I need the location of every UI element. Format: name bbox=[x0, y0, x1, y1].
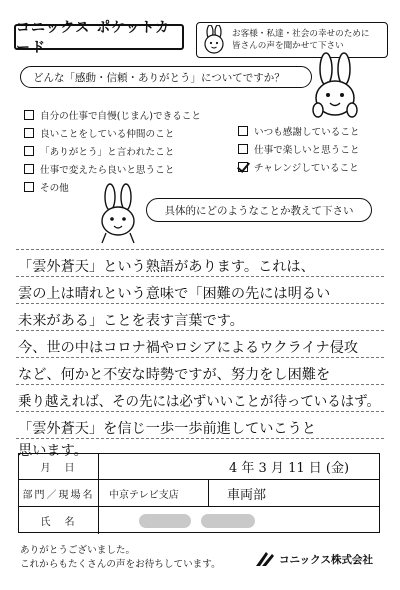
brand-title: コニックス ポケットカード bbox=[14, 24, 184, 50]
ruled-line bbox=[16, 411, 384, 412]
option-improve[interactable]: 仕事で変えたら良いと思うこと bbox=[24, 162, 174, 176]
thanks-line-2: これからもたくさんの声をお待ちしています。 bbox=[20, 559, 221, 570]
rabbit-mascot-icon bbox=[306, 52, 364, 122]
option-challenge[interactable]: チャレンジしていること bbox=[238, 160, 359, 174]
name-label: 氏 名 bbox=[19, 507, 99, 534]
handwritten-line: 未来がある」ことを表す言葉です。 bbox=[18, 313, 244, 329]
detail-prompt: 具体的にどのようなことか教えて下さい bbox=[146, 198, 372, 222]
checkbox[interactable] bbox=[24, 164, 34, 174]
date-value[interactable]: 4 年 3 月 11 日 (金) bbox=[229, 461, 350, 476]
ruled-line bbox=[16, 384, 384, 385]
notice-line-1: お客様・私達・社会の幸せのために bbox=[232, 29, 370, 39]
thanks-message bbox=[20, 544, 221, 572]
ruled-line bbox=[16, 330, 384, 331]
checkbox[interactable] bbox=[24, 110, 34, 120]
ruled-line bbox=[16, 357, 384, 358]
option-pride[interactable]: 自分の仕事で自慢(じまん)できること bbox=[24, 108, 201, 122]
ruled-line bbox=[16, 249, 384, 250]
handwritten-line: 乗り越えれば、その先には必ずいいことが待っているはず。 bbox=[18, 394, 380, 410]
handwritten-line: 思います。 bbox=[18, 443, 88, 459]
date-row bbox=[19, 454, 379, 480]
checkbox[interactable] bbox=[238, 144, 248, 154]
option-thanked[interactable]: 「ありがとう」と言われたこと bbox=[24, 144, 174, 158]
category-question: どんな「感動・信頼・ありがとう」についてですか？ bbox=[20, 66, 312, 88]
checkbox[interactable] bbox=[238, 126, 248, 136]
option-gratitude[interactable]: いつも感謝していること bbox=[238, 124, 360, 138]
option-other[interactable]: その他 bbox=[24, 180, 69, 194]
handwritten-line: 「雲外蒼天」を信じ一歩一歩前進していこうと bbox=[18, 421, 316, 437]
handwritten-line: など、何かと不安な時勢ですが、努力をし困難を bbox=[18, 367, 331, 383]
company-name: コニックス株式会社 bbox=[279, 553, 373, 566]
ruled-line bbox=[16, 438, 384, 439]
date-label: 月 日 bbox=[19, 454, 99, 479]
name-row bbox=[19, 507, 379, 534]
checkbox[interactable] bbox=[24, 128, 34, 138]
name-value-redacted bbox=[99, 507, 379, 534]
handwritten-line: 今、世の中はコロナ禍やロシアによるウクライナ侵攻 bbox=[18, 340, 359, 356]
checkbox[interactable] bbox=[24, 146, 34, 156]
dept-value[interactable]: 中京テレビ支店 bbox=[99, 480, 209, 506]
checkbox-checked[interactable] bbox=[238, 162, 248, 172]
notice-line-2: 皆さんの声を聞かせて下さい bbox=[232, 41, 344, 51]
handwritten-line: 雲の上は晴れという意味で「困難の先には明るい bbox=[18, 286, 331, 302]
blur-redaction-icon bbox=[139, 512, 259, 530]
info-table bbox=[18, 453, 380, 533]
company-mark-icon bbox=[254, 550, 276, 568]
ruled-line bbox=[16, 276, 384, 277]
thanks-line-1: ありがとうございました。 bbox=[20, 545, 136, 556]
rabbit-mascot-icon bbox=[92, 183, 144, 247]
ruled-line bbox=[16, 303, 384, 304]
handwritten-line: 「雲外蒼天」という熟語があります。これは、 bbox=[18, 259, 315, 275]
dept-handwritten[interactable]: 車両部 bbox=[227, 487, 267, 503]
option-good-colleague[interactable]: 良いことをしている仲間のこと bbox=[24, 126, 174, 140]
rabbit-icon bbox=[200, 25, 228, 55]
dept-row bbox=[19, 480, 379, 507]
option-fun[interactable]: 仕事で楽しいと思うこと bbox=[238, 142, 360, 156]
dept-label: 部門／現場名 bbox=[19, 480, 99, 506]
company-logo bbox=[254, 550, 373, 568]
checkbox[interactable] bbox=[24, 182, 34, 192]
